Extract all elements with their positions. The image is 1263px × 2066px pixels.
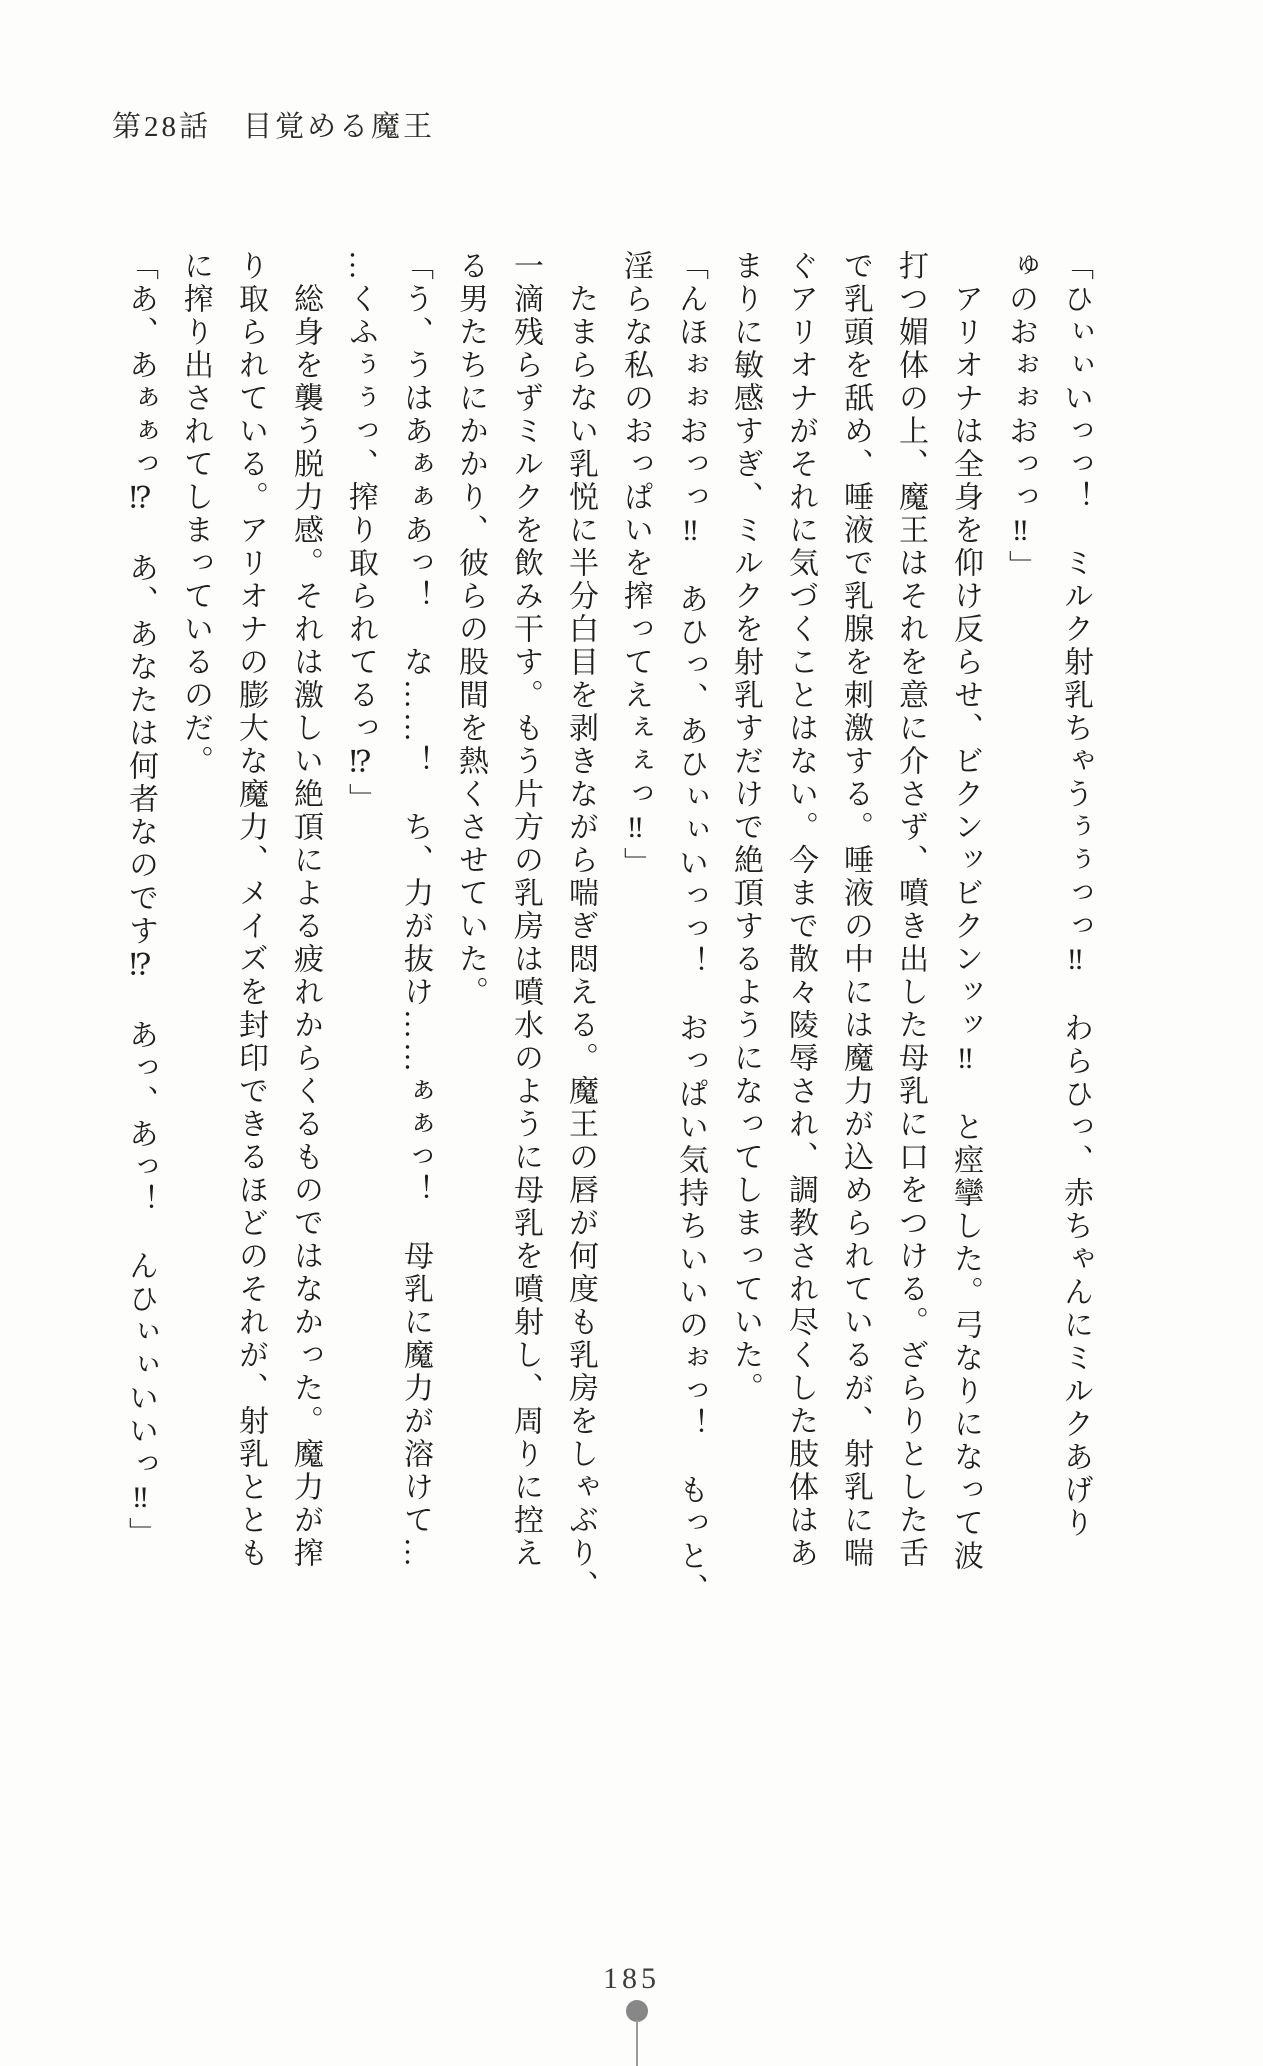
text-column: 一滴残らずミルクを飲み干す。もう片方の乳房は噴水のように母乳を噴射し、周りに控え: [509, 250, 542, 1570]
footer-line-ornament: [636, 2020, 638, 2066]
text-column: で乳頭を舐め、唾液で乳腺を刺激する。唾液の中には魔力が込められているが、射乳に喘: [839, 250, 872, 1570]
text-column: 「ひぃぃいっっ！ ミルク射乳ちゃうぅぅっっ‼ わらひっ、赤ちゃんにミルクあげり: [1059, 250, 1092, 1540]
text-column: 総身を襲う脱力感。それは激しい絶頂による疲れからくるものではなかった。魔力が搾: [289, 250, 322, 1570]
text-column: たまらない乳悦に半分白目を剥きながら喘ぎ悶える。魔王の唇が何度も乳房をしゃぶり、: [564, 250, 597, 1603]
page-number: 185: [603, 1962, 660, 1995]
text-column: 「んほぉぉおっっ‼ あひっ、あひぃぃいっっ！ おっぱい気持ちいいのぉっ！ もっと、: [674, 250, 707, 1606]
footer-dot-ornament: [626, 2000, 648, 2022]
chapter-title: 第28話 目覚める魔王: [112, 111, 436, 143]
text-column: …くふぅぅっ、搾り取られてるっ⁉」: [344, 250, 377, 816]
text-column: ゅのおぉぉおっっ‼」: [1004, 250, 1037, 583]
text-column: 淫らな私のおっぱいを搾ってえぇぇっ‼」: [619, 250, 652, 880]
text-column: アリオナは全身を仰け反らせ、ビクンッビクンッッ‼ と痙攣した。弓なりになって波: [949, 250, 982, 1573]
text-column: り取られている。アリオナの膨大な魔力、メイズを封印できるほどのそれが、射乳ととも: [234, 250, 267, 1570]
text-column: る男たちにかかり、彼らの股間を熱くさせていた。: [454, 250, 487, 1009]
text-column: に搾り出されてしまっているのだ。: [179, 250, 212, 778]
body-text: [113, 250, 1103, 1730]
text-column: ぐアリオナがそれに気づくことはない。今まで散々陵辱され、調教され尽くした肢体はあ: [784, 250, 817, 1570]
text-column: まりに敏感すぎ、ミルクを射乳すだけで絶頂するようになってしまっていた。: [729, 250, 762, 1405]
text-column: 「あ、あぁぁっ⁉ あ、あなたは何者なのです⁉ あっ、あっ！ んひぃぃいいっ‼」: [124, 250, 157, 1550]
text-column: 「う、うはあぁぁあっ！ な……！ ち、力が抜け……ぁぁっ！ 母乳に魔力が溶けて…: [399, 250, 432, 1570]
text-column: 打つ媚体の上、魔王はそれを意に介さず、噴き出した母乳に口をつける。ざらりとした舌: [894, 250, 927, 1570]
